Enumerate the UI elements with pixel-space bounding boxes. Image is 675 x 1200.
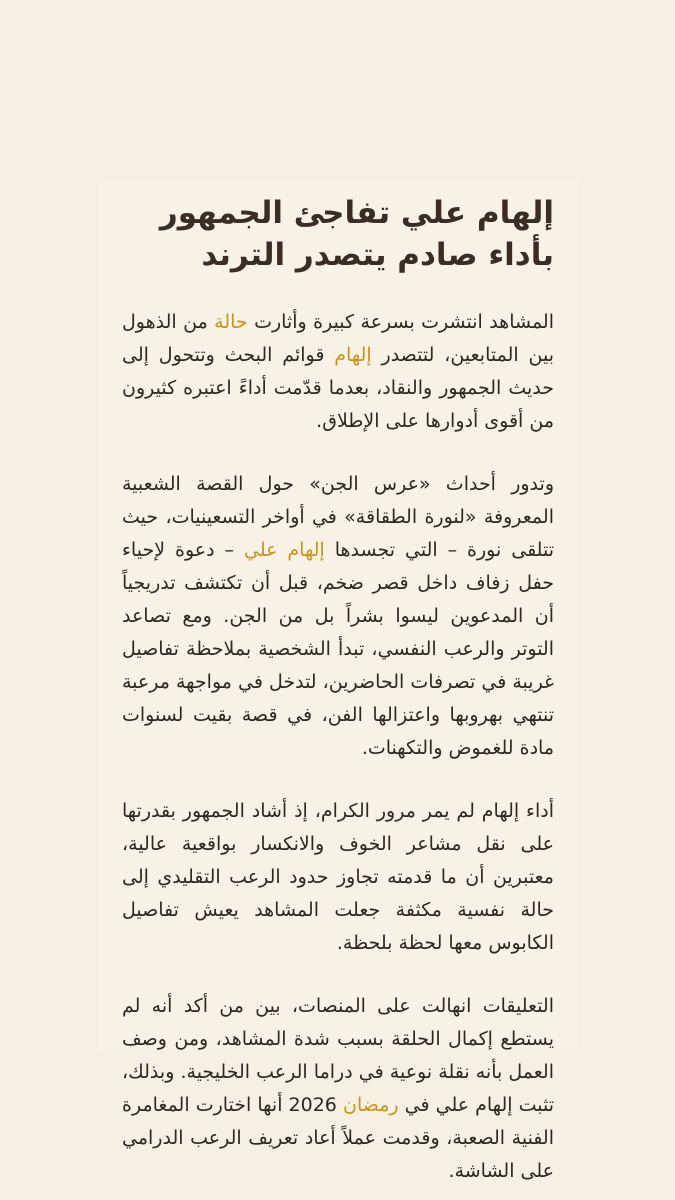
highlight-elham-ali: إلهام علي <box>243 539 325 561</box>
paragraph-2-text-a: وتدور أحداث «عرس الجن» حول القصة الشعبية المعروفة «لنورة الطقاقة» في أواخر التسعينيات، حيث تتلقى نورة – التي تجسدها <box>122 473 554 561</box>
highlight-elham: إلهام <box>334 344 372 366</box>
paragraph-4 <box>122 990 554 1188</box>
article-title: إلهام علي تفاجئ الجمهور بأداء صادم يتصدر الترند <box>159 195 554 273</box>
paragraph-1-text-c: من الذهول بين المتابعين، لتتصدر <box>122 311 554 366</box>
paragraph-2-text-c: – دعوة لإحياء حفل زفاف داخل قصر ضخم، قبل أن تكتشف تدريجياً أن المدعوين ليسوا بشراً بل من الجن. ومع تصاعد التوتر والرعب النفسي، تبدأ الشخصية بملاحظة تفاصيل غريبة في تصرفات الحاضرين، لتدخل في مواجهة مرعبة تنتهي بهروبها واعتزالها الفن، في قصة بقيت لسنوات مادة للغموض والتكهنات. <box>122 539 554 759</box>
paragraph-1-text-e: قوائم البحث وتتحول إلى حديث الجمهور والنقاد، بعدما قدّمت أداءً اعتبره كثيرون من أقوى أدوارها على الإطلاق. <box>122 344 554 432</box>
paragraph-1 <box>122 306 554 438</box>
paragraph-3: أداء إلهام لم يمر مرور الكرام، إذ أشاد الجمهور بقدرتها على نقل مشاعر الخوف والانكسار بواقعية عالية، معتبرين أن ما قدمته تجاوز حدود الرعب التقليدي إلى حالة نفسية مكثفة جعلت المشاهد يعيش تفاصيل الكابوس معها لحظة بلحظة. <box>122 800 554 954</box>
article-card <box>98 180 578 1182</box>
paragraph-1-text-a: المشاهد انتشرت بسرعة كبيرة وأثارت <box>247 311 554 333</box>
highlight-ramadan: رمضان <box>342 1094 399 1116</box>
paragraph-4-text-c: 2026 أنها اختارت المغامرة الفنية الصعبة، وقدمت عملاً أعاد تعريف الرعب الدرامي على الشاشة. <box>122 1094 554 1182</box>
paragraph-4-text-a: التعليقات انهالت على المنصات، بين من أكد أنه لم يستطع إكمال الحلقة بسبب شدة المشاهد، ومن وصف العمل بأنه نقلة نوعية في دراما الرعب الخليجية. وبذلك، تثبت إلهام علي في <box>122 995 554 1116</box>
paragraph-2 <box>122 468 554 765</box>
highlight-hala: حالة <box>214 311 248 333</box>
